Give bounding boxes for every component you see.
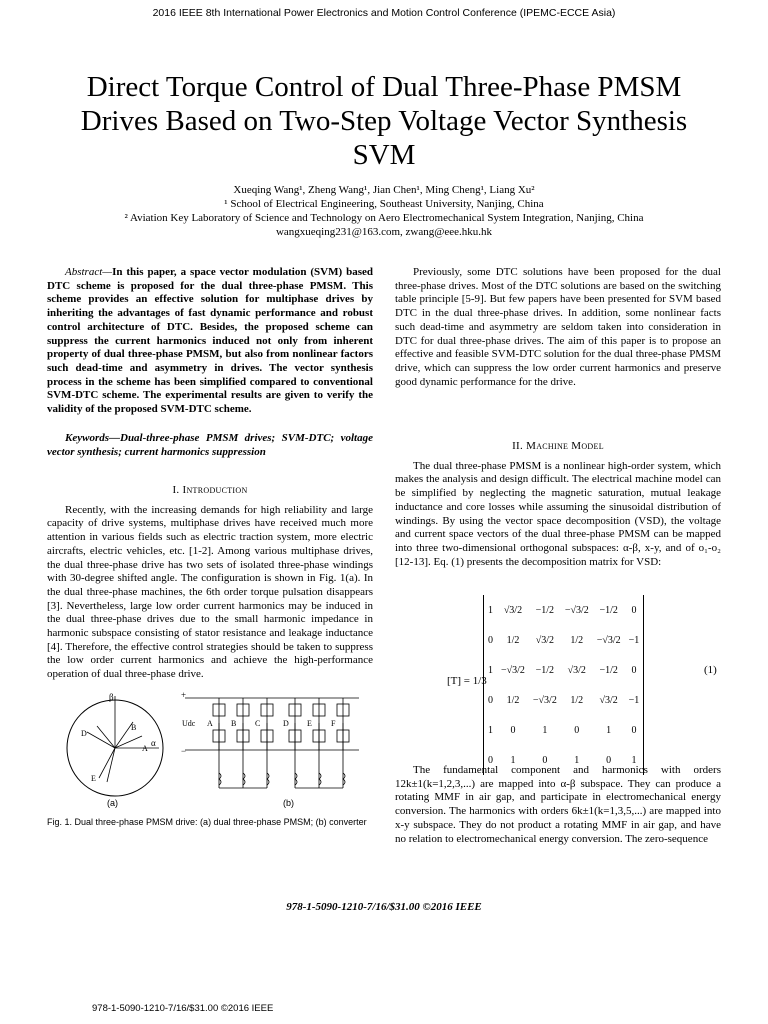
matrix-table	[483, 595, 644, 775]
matrix-cell: 0	[488, 754, 493, 766]
matrix-cell: −1	[628, 694, 640, 706]
figure-label-a: (a)	[107, 798, 118, 808]
matrix-cell: 0	[631, 604, 637, 616]
section-heading-introduction: I. Introduction	[172, 484, 248, 496]
footer-bottom: 978-1-5090-1210-7/16/$31.00 ©2016 IEEE	[92, 1003, 274, 1014]
matrix-cell: 1/2	[506, 634, 520, 646]
matrix-row	[484, 685, 644, 715]
matrix-cell: 0	[606, 754, 612, 766]
equation-number: (1)	[704, 664, 717, 676]
keywords-text: Dual-three-phase PMSM drives; SVM-DTC; voltage vector synthesis; current harmonics suppression	[47, 432, 373, 458]
matrix-cell: −1	[628, 634, 640, 646]
abstract	[47, 266, 373, 417]
phase-label-e: E	[91, 774, 96, 783]
matrix-cell: −1/2	[535, 604, 555, 616]
matrix-cell: 1	[542, 724, 548, 736]
decomposition-matrix	[483, 595, 644, 775]
affiliation-2: ² Aviation Key Laboratory of Science and Technology on Aero Electromechanical System Integration, Nanjing, China	[124, 212, 644, 224]
figure-label-b: (b)	[283, 798, 294, 808]
matrix-label: [T] = 1/3	[447, 675, 487, 687]
matrix-cell: 0	[631, 724, 637, 736]
figure-1a-machine-diagram	[67, 692, 163, 796]
matrix-cell: √3/2	[599, 694, 618, 706]
keywords-label: Keywords—	[65, 432, 120, 444]
matrix-cell: 0	[488, 634, 493, 646]
figure-1	[47, 688, 373, 813]
figure-1b-converter-diagram	[181, 690, 359, 788]
matrix-row	[484, 655, 644, 685]
matrix-cell: −1/2	[599, 664, 618, 676]
abstract-label: Abstract—	[65, 266, 113, 278]
after-equation-paragraph: The fundamental component and harmonics with orders 12k±1(k=1,2,3,...) are mapped into α-β subspace. They can produce a rotating MMF in air gap, and participate in electromechanical energy conversion. The harmonics with orders 6k±1(k=1,3,5,...) are mapped into x-y subspace. They do not product a rotating MMF in air gap, and have no relation to electromechanical energy conversion. The zero-sequence	[395, 764, 721, 845]
converter-phase-b: B	[231, 719, 237, 728]
matrix-cell: 1	[631, 754, 637, 766]
matrix-cell: 0	[510, 724, 516, 736]
matrix-row	[484, 625, 644, 655]
axis-beta-label: β	[109, 692, 114, 702]
matrix-cell: √3/2	[503, 604, 523, 616]
matrix-cell: −1/2	[535, 664, 555, 676]
footer-copyright: 978-1-5090-1210-7/16/$31.00 ©2016 IEEE	[286, 901, 482, 913]
matrix-cell: 1	[488, 604, 493, 616]
machine-model-section	[395, 440, 721, 569]
abstract-text: In this paper, a space vector modulation (SVM) based DTC scheme is proposed for the dual three-phase PMSM. This scheme provides an effective solution for multiphase drives by inheriting the advantages of fast dynamic performance and robust control architecture of DTC. Besides, the proposed scheme can suppress the current harmonics induced not only from inherent property of dual three-phase PMSM, but also from nonlinear factors such dead-time and asymmetry in drives. The vector synthesis process in the scheme has been simplified compared to conventional SVM-DTC scheme. The experimental results are given to verify the validity of the proposed SVM-DTC scheme.	[47, 266, 373, 416]
matrix-cell: 1/2	[506, 694, 520, 706]
axis-alpha-label: α	[151, 738, 156, 748]
author-block	[60, 183, 708, 239]
converter-phase-f: F	[331, 719, 336, 728]
matrix-row	[484, 715, 644, 745]
matrix-cell: 1	[488, 664, 493, 676]
paper-title: Direct Torque Control of Dual Three-Phase PMSM Drives Based on Two-Step Voltage Vector Synthesis SVM	[80, 71, 688, 171]
matrix-cell: 1/2	[570, 634, 584, 646]
author-list: Xueqing Wang¹, Zheng Wang¹, Jian Chen¹, Ming Cheng¹, Liang Xu²	[233, 184, 535, 196]
dc-plus: +	[181, 690, 187, 700]
matrix-cell: 1	[510, 754, 516, 766]
section-heading-machine-model: II. Machine Model	[512, 440, 604, 452]
converter-phase-c: C	[255, 719, 261, 728]
matrix-cell: √3/2	[567, 664, 586, 676]
matrix-cell: 1	[606, 724, 612, 736]
converter-phase-e: E	[307, 719, 312, 728]
matrix-cell: 0	[542, 754, 548, 766]
matrix-cell: −1/2	[599, 604, 618, 616]
matrix-cell: 0	[488, 694, 493, 706]
udc-label: Udc	[182, 719, 196, 728]
converter-phase-a: A	[207, 719, 213, 728]
phase-label-d: D	[81, 729, 87, 738]
conference-header: 2016 IEEE 8th International Power Electronics and Motion Control Conference (IPEMC-ECCE Asia)	[152, 7, 616, 19]
figure-caption: Fig. 1. Dual three-phase PMSM drive: (a) dual three-phase PMSM; (b) converter	[47, 817, 367, 827]
matrix-cell: 1	[488, 724, 493, 736]
matrix-row	[484, 595, 644, 625]
matrix-cell: −√3/2	[596, 634, 621, 646]
phase-label-a: A	[142, 744, 148, 753]
matrix-cell: 0	[631, 664, 637, 676]
matrix-cell: 1/2	[570, 694, 584, 706]
right-paragraph-1: Previously, some DTC solutions have been proposed for the dual three-phase drives. Most of the DTC solutions are based on the switching table principle [5-9]. But few papers have been presented for SVM based DTC in the dual three-phase drives. In addition, some nonlinear facts such dead-time and asymmetry are seldom taken into consideration in DTC for dual three-phase drives. The aim of this paper is to propose an effective and feasible SVM-DTC solution for the dual three-phase PMSM drive, which can suppress the low order current harmonics and preserve good dynamic performance for the drive.	[395, 266, 721, 388]
introduction-paragraph: Recently, with the increasing demands for high reliability and large capacity of drive systems, multiphase drives have received much more attention in various fields such as electric traction system, more electric aircrafts, electric vehicles, etc. [1-2]. Among various multiphase drives, the dual three-phase drive has two sets of isolated three-phase windings with 30-degree shifted angle. The configuration is shown in Fig. 1(a). In the dual three-phase machines, the 6th order torque pulsation disappears [3]. Nevertheless, large low order current harmonics may be induced in the dual three-phase drives due to the small harmonic impedance in harmonic subspace consisting of stator resistance and leakage inductance [4]. Therefore, the effective control strategies should be taken to suppress the low order current harmonics and achieve the high-performance operation of dual three-phase drive.	[47, 503, 373, 681]
matrix-cell: −√3/2	[532, 694, 557, 706]
phase-label-b: B	[131, 723, 137, 732]
matrix-cell: −√3/2	[501, 664, 525, 676]
matrix-cell: 1	[574, 754, 580, 766]
dc-minus: −	[181, 746, 187, 756]
matrix-cell: −√3/2	[564, 604, 589, 616]
matrix-cell: 0	[574, 724, 580, 736]
machine-model-paragraph: The dual three-phase PMSM is a nonlinear high-order system, which makes the analysis and design difficult. The electrical machine model can be simplified by neglecting the magnetic saturation, mutual leakage inductance and core losses while assuming the sinusoidal distribution of windings. By using the vector space decomposition (VSD), the voltage and current space vectors of the dual three-phase PMSM can be mapped into three two-dimensional orthogonal subspaces: α-β, x-y, and of o₁-o₂ [12-13]. Eq. (1) presents the decomposition matrix for VSD:	[395, 459, 721, 568]
introduction-section	[47, 484, 373, 682]
affiliation-1: ¹ School of Electrical Engineering, Southeast University, Nanjing, China	[224, 198, 544, 210]
author-emails: wangxueqing231@163.com, zwang@eee.hku.hk	[275, 226, 493, 238]
converter-phase-d: D	[283, 719, 289, 728]
matrix-cell: √3/2	[535, 634, 554, 646]
keywords	[47, 432, 373, 459]
